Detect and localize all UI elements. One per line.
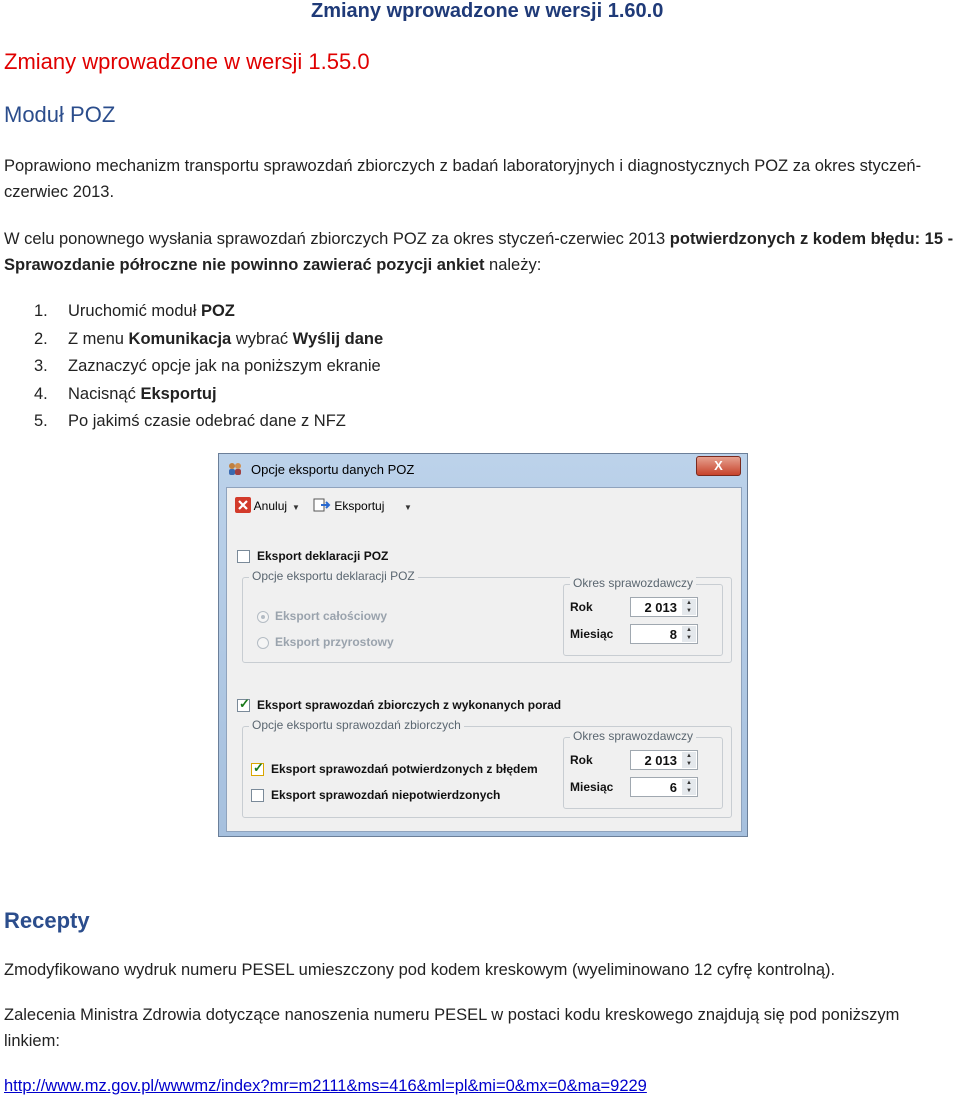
step-text: Zaznaczyć opcje jak na poniższym ekranie bbox=[68, 357, 381, 375]
export-reports-checkbox[interactable] bbox=[237, 699, 250, 712]
confirmed-with-error-label: Eksport sprawozdań potwierdzonych z błędem bbox=[271, 762, 538, 776]
step-item bbox=[34, 353, 383, 381]
export-label: Eksportuj bbox=[334, 499, 385, 513]
close-button[interactable]: X bbox=[696, 456, 741, 476]
recepty-paragraph-2: Zalecenia Ministra Zdrowia dotyczące nanoszenia numeru PESEL w postaci kodu kreskowego znajdują się pod poniższym linkiem: bbox=[4, 1006, 900, 1050]
cancel-label: Anuluj bbox=[253, 499, 288, 513]
decl-year-spinner[interactable] bbox=[630, 597, 698, 617]
unconfirmed-label: Eksport sprawozdań niepotwierdzonych bbox=[271, 788, 501, 802]
month-label: Miesiąc bbox=[570, 780, 614, 794]
para2-suffix: należy: bbox=[484, 256, 542, 274]
step-text: Nacisnąć bbox=[68, 384, 141, 403]
users-icon bbox=[227, 461, 243, 477]
step-number: 3. bbox=[34, 357, 48, 375]
poz-paragraph-1: Poprawiono mechanizm transportu sprawozdań zbiorczych z badań laboratoryjnych i diagnostycznych POZ za okres styczeń-czerwiec 2013. bbox=[4, 157, 922, 201]
spinner-arrows-icon[interactable]: ▲ ▼ bbox=[682, 599, 696, 615]
step-number: 5. bbox=[34, 412, 48, 430]
step-number: 2. bbox=[34, 329, 48, 348]
period-group-title: Okres sprawozdawczy bbox=[570, 729, 696, 743]
step-item bbox=[34, 408, 383, 436]
steps-list bbox=[34, 298, 383, 436]
step-text: Po jakimś czasie odebrać dane z NFZ bbox=[68, 412, 346, 430]
step-text: Z menu bbox=[68, 329, 129, 348]
para2-prefix: W celu ponownego wysłania sprawozdań zbiorczych POZ za okres styczeń-czerwiec 2013 bbox=[4, 230, 670, 248]
declaration-options-group bbox=[242, 569, 732, 663]
rep-year-value: 2 013 bbox=[644, 753, 677, 768]
step-bold-2: Wyślij dane bbox=[292, 329, 384, 348]
export-icon bbox=[313, 497, 331, 513]
dialog-body bbox=[226, 487, 742, 832]
spinner-arrows-icon[interactable]: ▲ ▼ bbox=[682, 626, 696, 642]
export-reports-label: Eksport sprawozdań zbiorczych z wykonanych porad bbox=[257, 698, 562, 712]
month-label: Miesiąc bbox=[570, 627, 614, 641]
rep-month-value: 6 bbox=[669, 780, 677, 795]
step-bold: POZ bbox=[200, 302, 235, 320]
recepty-heading: Recepty bbox=[4, 908, 90, 933]
year-label: Rok bbox=[570, 753, 593, 767]
step-number: 4. bbox=[34, 384, 48, 403]
decl-month-spinner[interactable] bbox=[630, 624, 698, 644]
step-bold: Eksportuj bbox=[140, 384, 217, 403]
step-bold: Komunikacja bbox=[128, 329, 232, 348]
rep-month-spinner[interactable] bbox=[630, 777, 698, 797]
year-label: Rok bbox=[570, 600, 593, 614]
step-number: 1. bbox=[34, 302, 48, 320]
cancel-button[interactable] bbox=[235, 493, 287, 519]
recepty-paragraph-1: Zmodyfikowano wydruk numeru PESEL umieszczony pod kodem kreskowym (wyeliminowano 12 cyfrę kontrolną). bbox=[4, 961, 836, 979]
export-button[interactable] bbox=[313, 493, 384, 519]
poz-paragraph-2 bbox=[4, 226, 954, 278]
dialog-title: Opcje eksportu danych POZ bbox=[251, 462, 415, 477]
export-dropdown-arrow[interactable]: ▼ bbox=[404, 503, 412, 512]
ministry-link[interactable]: http://www.mz.gov.pl/wwwmz/index?mr=m2111&ms=416&ml=pl&mi=0&mx=0&ma=9229 bbox=[4, 1077, 647, 1095]
export-declaration-label: Eksport deklaracji POZ bbox=[257, 549, 389, 563]
decl-year-value: 2 013 bbox=[644, 600, 677, 615]
incremental-export-radio[interactable] bbox=[257, 637, 269, 649]
red-x-icon bbox=[235, 497, 251, 513]
step-text: Uruchomić moduł bbox=[68, 302, 201, 320]
step-item bbox=[34, 326, 383, 354]
step-item bbox=[34, 381, 383, 409]
incremental-export-label: Eksport przyrostowy bbox=[275, 635, 394, 649]
full-export-radio[interactable] bbox=[257, 611, 269, 623]
declaration-group-title: Opcje eksportu deklaracji POZ bbox=[249, 569, 418, 583]
reports-group-title: Opcje eksportu sprawozdań zbiorczych bbox=[249, 718, 464, 732]
confirmed-with-error-checkbox[interactable] bbox=[251, 763, 264, 776]
dialog-titlebar bbox=[219, 454, 747, 486]
export-options-dialog bbox=[218, 453, 748, 837]
version-160-title: Zmiany wprowadzone w wersji 1.60.0 bbox=[311, 0, 664, 22]
poz-heading: Moduł POZ bbox=[4, 102, 116, 127]
spinner-arrows-icon[interactable]: ▲ ▼ bbox=[682, 779, 696, 795]
version-155-title: Zmiany wprowadzone w wersji 1.55.0 bbox=[4, 49, 370, 74]
reports-options-group bbox=[242, 718, 732, 818]
full-export-label: Eksport całościowy bbox=[275, 609, 388, 623]
spinner-arrows-icon[interactable]: ▲ ▼ bbox=[682, 752, 696, 768]
declaration-period-group bbox=[563, 576, 723, 656]
reports-period-group bbox=[563, 729, 723, 809]
para2-bold: potwierdzonych z kodem błędu: 15 - Sprawozdanie półroczne nie powinno zawierać pozycji ankiet bbox=[4, 230, 954, 274]
cancel-dropdown-arrow[interactable]: ▼ bbox=[292, 503, 300, 512]
decl-month-value: 8 bbox=[669, 627, 677, 642]
rep-year-spinner[interactable] bbox=[630, 750, 698, 770]
export-declaration-checkbox[interactable] bbox=[237, 550, 250, 563]
step-text-mid: wybrać bbox=[231, 329, 293, 348]
period-group-title: Okres sprawozdawczy bbox=[570, 576, 696, 590]
step-item bbox=[34, 298, 383, 326]
unconfirmed-checkbox[interactable] bbox=[251, 789, 264, 802]
